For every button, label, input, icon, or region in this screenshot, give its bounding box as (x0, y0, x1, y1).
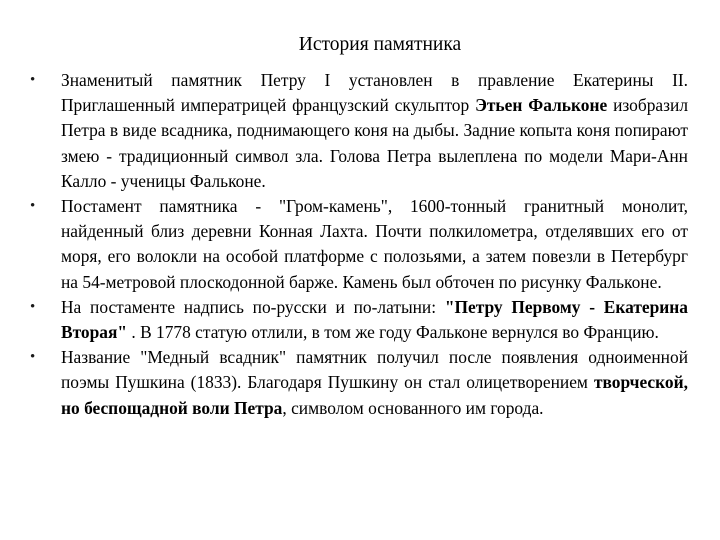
bullet-item (28, 68, 688, 194)
text-segment: Знаменитый памятник Петру I установлен в правление Екатерины II. Приглашенный императрицей французский скульптор (61, 70, 688, 116)
bold-text-segment: "Петру Первому - Екатерина Вторая" (61, 296, 688, 343)
bullet-text (61, 196, 688, 292)
text-segment: , символом основанного им города. (282, 397, 544, 418)
bullet-text (61, 347, 688, 417)
text-segment: Постамент памятника - "Гром-камень", 1600-тонный гранитный монолит, найденный близ деревни Конная Лахта. Почти полкилометра, отделявших его от моря, его волокли на особой платформе с полозьями, а затем повезли в Петербург на 54-метровой плоскодонной барже. Камень был обточен по рисунку Фальконе. (61, 196, 688, 292)
text-segment: Название "Медный всадник" памятник получил после появления одноименной поэмы Пушкина (1833). Благодаря Пушкину он стал олицетворением (61, 347, 688, 393)
bullet-icon: • (30, 349, 36, 366)
bullet-item (28, 295, 688, 345)
bold-text-segment: Этьен Фальконе (475, 95, 608, 116)
bullet-list (28, 68, 688, 421)
bullet-icon: • (30, 72, 36, 88)
bullet-text (61, 297, 688, 342)
bullet-text (61, 70, 688, 191)
bullet-icon: • (30, 298, 36, 315)
text-segment: На постаменте надпись по-русски и по-латыни: (61, 296, 445, 317)
bullet-icon: • (30, 198, 36, 215)
text-segment: . В 1778 статую отлили, в том же году Фальконе вернулся во Францию. (127, 322, 659, 343)
bullet-item (28, 194, 688, 295)
text-segment: изобразил Петра в виде всадника, поднимающего коня на дыбы. Задние копыта коня попирают змею - традиционный символ зла. Голова Петра вылеплена по модели Мари-Анн Калло - ученицы Фальконе. (61, 95, 688, 191)
bold-text-segment: творческой, но беспощадной воли Петра (61, 372, 688, 418)
slide-title: История памятника (298, 34, 462, 55)
bullet-item (28, 345, 688, 421)
